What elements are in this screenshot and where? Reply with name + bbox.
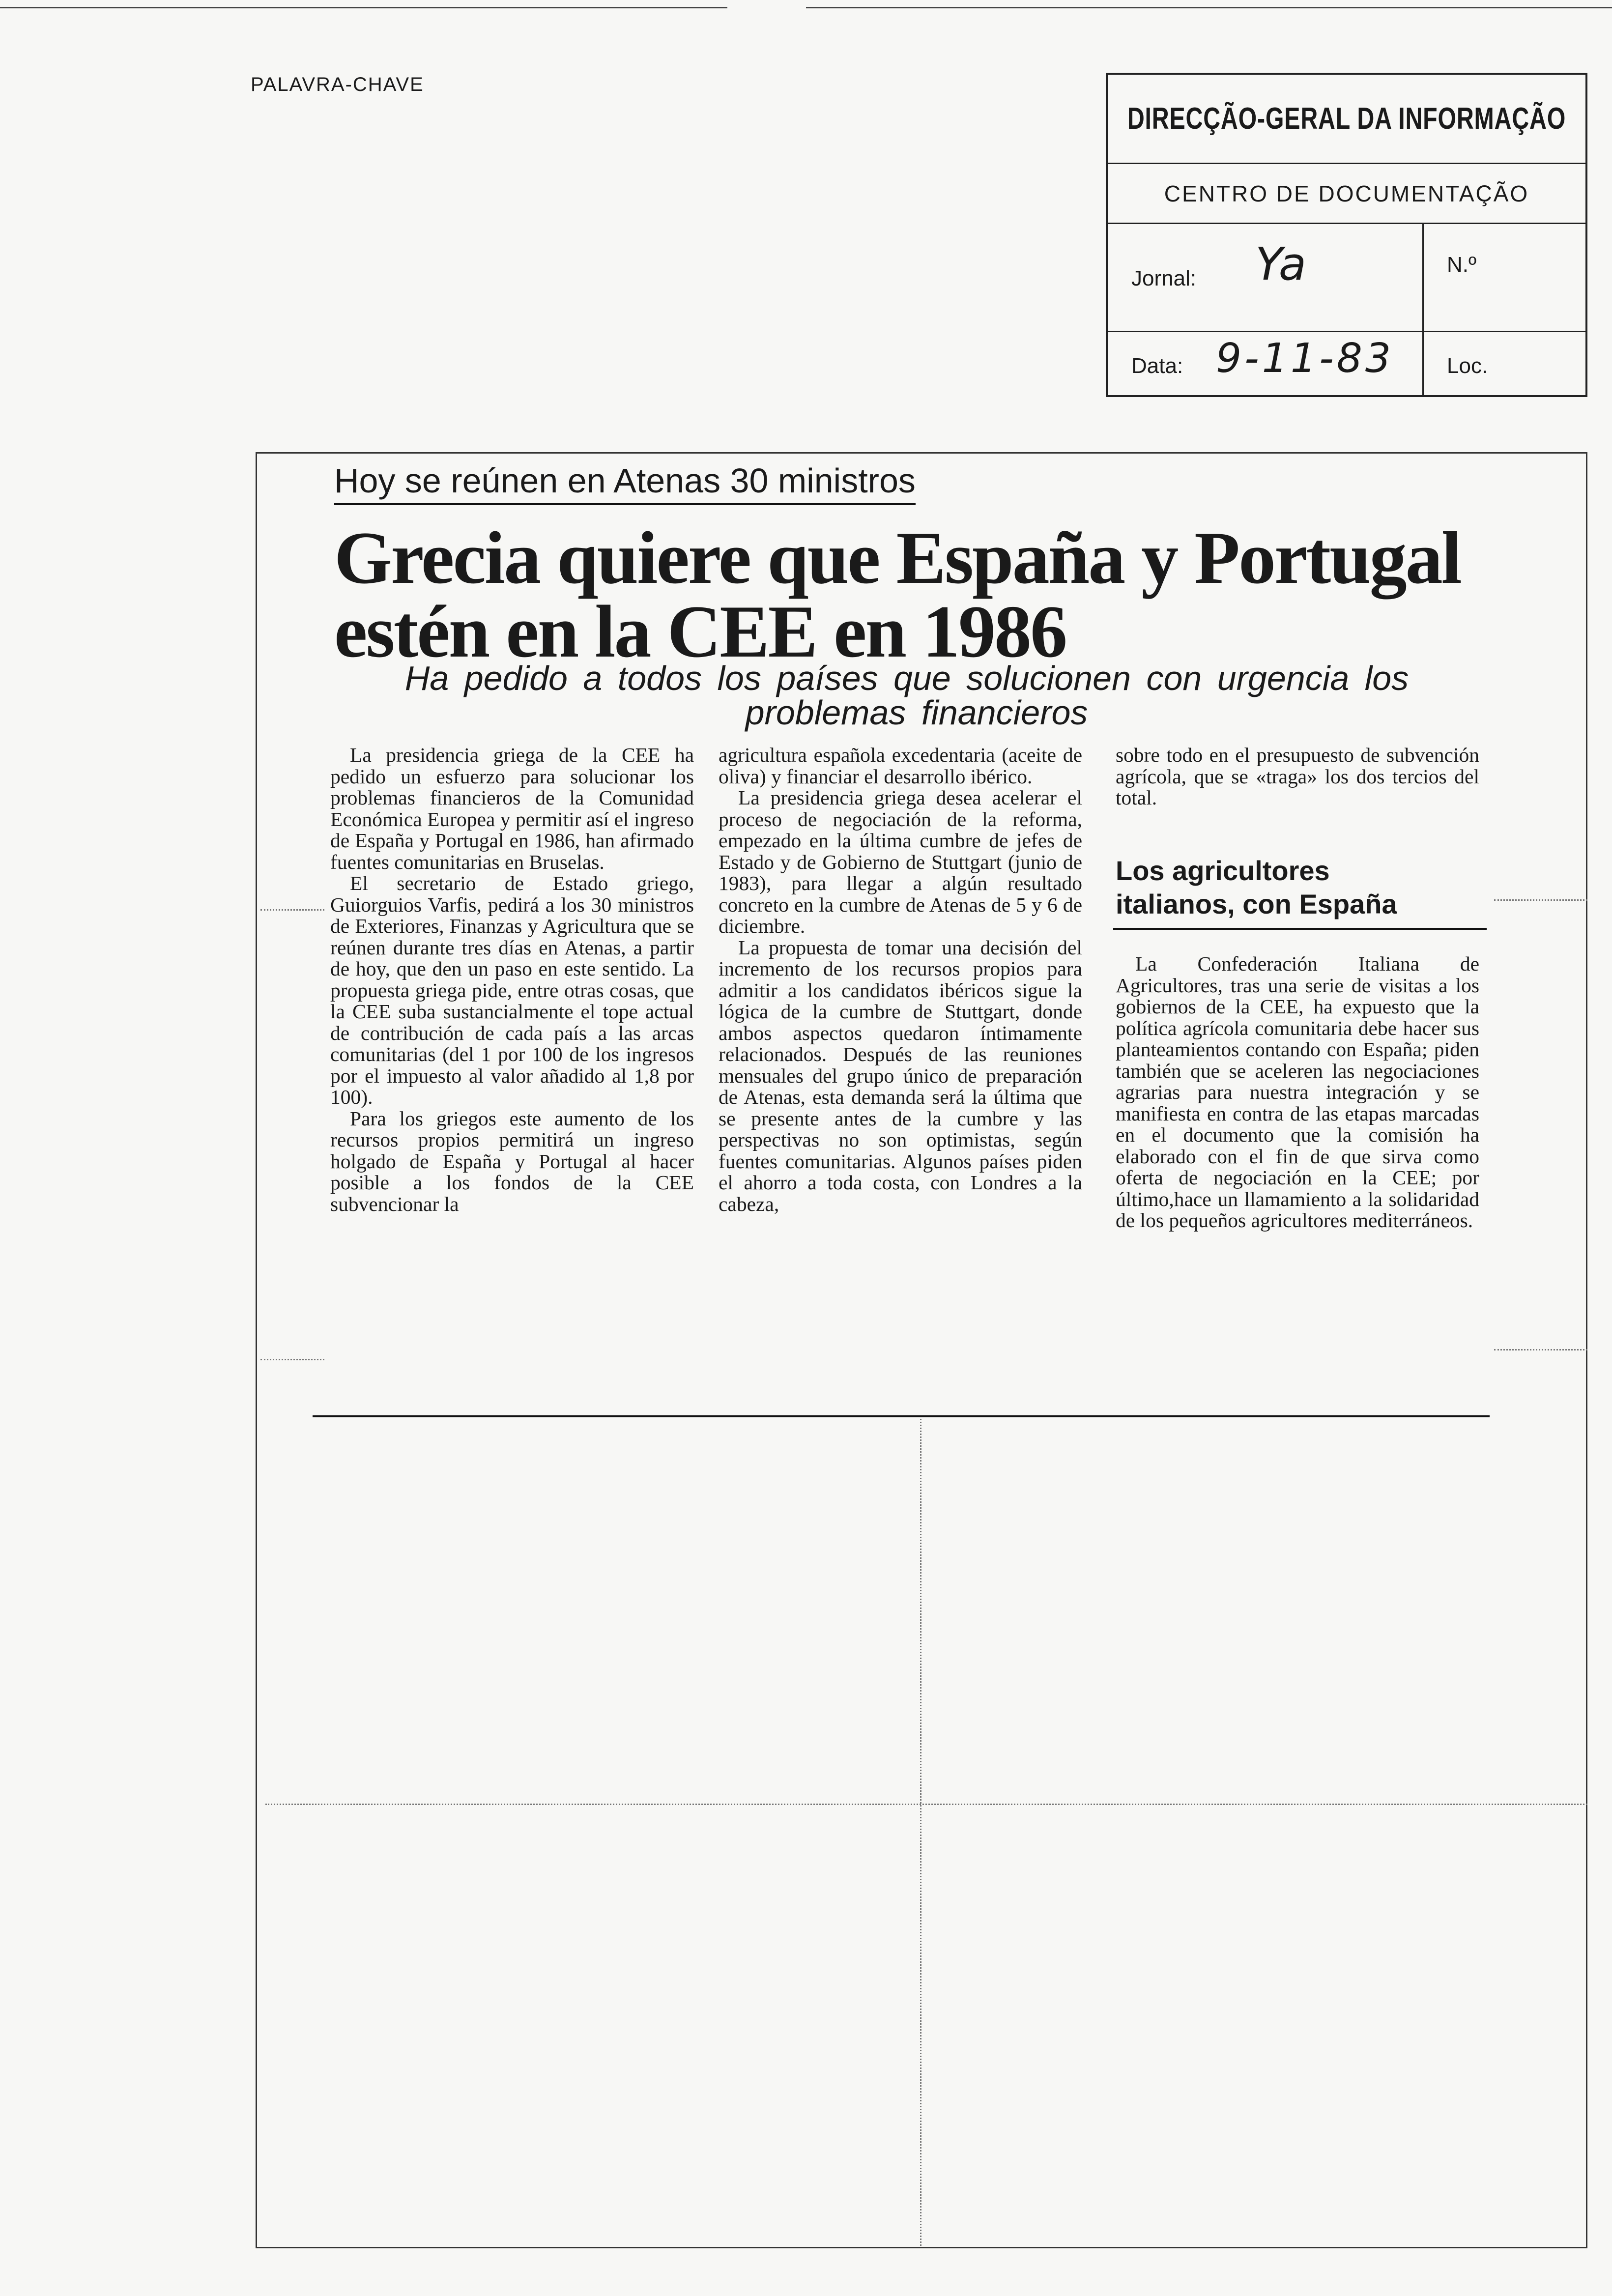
article-column-3-top — [1116, 745, 1479, 809]
article-subhead — [324, 661, 1489, 730]
fold-line-horizontal — [265, 1804, 1587, 1805]
paragraph: La presidencia griega desea acelerar el proceso de negociación de la reforma, empezado en la última cumbre de jefes de Estado y de Gobierno de Stuttgart (junio de 1983), para llegar a algún resultado concreto en la cumbre de Atenas de 5 y 6 de diciembre. — [719, 786, 1082, 937]
stamp-date-value: 9-11-83 — [1216, 335, 1394, 382]
stamp-title-row — [1108, 75, 1585, 164]
subheading-rule — [1113, 928, 1487, 930]
paragraph: La Confederación Italiana de Agricultores, tras una serie de visitas a los gobiernos de la CEE, ha expuesto que la política agrícola comunitaria debe hacer sus planteamientos contando con España; piden también que se aceleren las negociaciones agrarias para nuestra integración y se manifiesta en contra de las etapas marcadas en el documento que la comisión ha elaborado con el fin de que sirva como oferta de negociación en la CEE; por último,hace un llamamiento a la solidaridad de los pequeños agricultores mediterráneos. — [1116, 952, 1479, 1232]
stamp-number-label: N.º — [1447, 253, 1477, 277]
fold-line-vertical — [920, 1415, 921, 2246]
margin-dotted-line — [1494, 1349, 1587, 1350]
archive-stamp — [1106, 73, 1587, 397]
article-end-rule — [313, 1415, 1490, 1417]
article-column-1 — [330, 745, 694, 1215]
section-subheading — [1116, 854, 1489, 921]
article-column-3-bottom — [1116, 953, 1479, 1232]
paragraph: sobre todo en el presupuesto de subvención agrícola, que se «traga» los dos tercios del total. — [1116, 744, 1479, 809]
article-headline — [334, 517, 1514, 673]
stamp-date-label: Data: — [1131, 354, 1183, 378]
stamp-jornal-label: Jornal: — [1131, 266, 1197, 290]
stamp-date-row — [1108, 332, 1585, 397]
stamp-divider — [1422, 224, 1424, 332]
subheading-line: Los agricultores — [1116, 855, 1330, 886]
headline-line: Grecia quiere que España y Portugal — [334, 517, 1461, 599]
paragraph: La propuesta de tomar una decisión del incremento de los recursos propios para admitir a los candidatos ibéricos sigue la lógica de la cumbre de Stuttgart, donde ambos aspectos quedaron íntimamente relacionados. Después de las reuniones mensuales del grupo único de preparación de Atenas, esta demanda será la última que se presente antes de la cumbre y las perspectivas no son optimistas, según fuentes comunitarias. Algunos países piden el ahorro a toda costa, con Londres a la cabeza, — [719, 936, 1082, 1215]
subhead-line: Ha pedido a todos los países que solucionen con urgencia los — [404, 659, 1409, 697]
keyword-label: PALAVRA-CHAVE — [251, 74, 424, 95]
paragraph: El secretario de Estado griego, Guiorguios Varfis, pedirá a los 30 ministros de Exteriores, Finanzas y Agricultura que se reúnen durante tres días en Atenas, a partir de hoy, que den un paso en este sentido. La propuesta griega pide, entre otras cosas, que la CEE suba sustancialmente el tope actual de contribución de cada país a las arcas comunitarias (del 1 por 100 de los ingresos por el impuesto al valor añadido al 1,8 por 100). — [330, 872, 694, 1108]
scan-edge-line — [806, 7, 1612, 8]
stamp-subtitle: CENTRO DE DOCUMENTAÇÃO — [1164, 180, 1529, 206]
stamp-subtitle-row — [1108, 164, 1585, 224]
paragraph: Para los griegos este aumento de los recursos propios permitirá un ingreso holgado de España y Portugal al hacer posible a los fondos de la CEE subvencionar la — [330, 1107, 694, 1215]
stamp-jornal-value: Ya — [1255, 238, 1307, 290]
article-kicker: Hoy se reúnen en Atenas 30 ministros — [334, 461, 916, 505]
subheading-line: italianos, con España — [1116, 889, 1397, 919]
margin-dotted-line — [260, 909, 324, 911]
article-column-2 — [719, 745, 1082, 1215]
paragraph: La presidencia griega de la CEE ha pedido un esfuerzo para solucionar los problemas financieros de la Comunidad Económica Europea y permitir así el ingreso de España y Portugal en 1986, han afirmado fuentes comunitarias en Bruselas. — [330, 744, 694, 873]
stamp-divider — [1422, 332, 1424, 395]
stamp-title: DIRECÇÃO-GERAL DA INFORMAÇÃO — [1127, 102, 1566, 136]
stamp-loc-label: Loc. — [1447, 354, 1488, 378]
headline-line: estén en la CEE en 1986 — [334, 590, 1066, 673]
paragraph: agricultura española excedentaria (aceite de oliva) y financiar el desarrollo ibérico. — [719, 744, 1082, 788]
margin-dotted-line — [260, 1359, 324, 1360]
margin-dotted-line — [1494, 899, 1587, 901]
subhead-line: problemas financieros — [745, 693, 1088, 732]
stamp-jornal-row — [1108, 224, 1585, 332]
scan-edge-line — [0, 7, 727, 8]
